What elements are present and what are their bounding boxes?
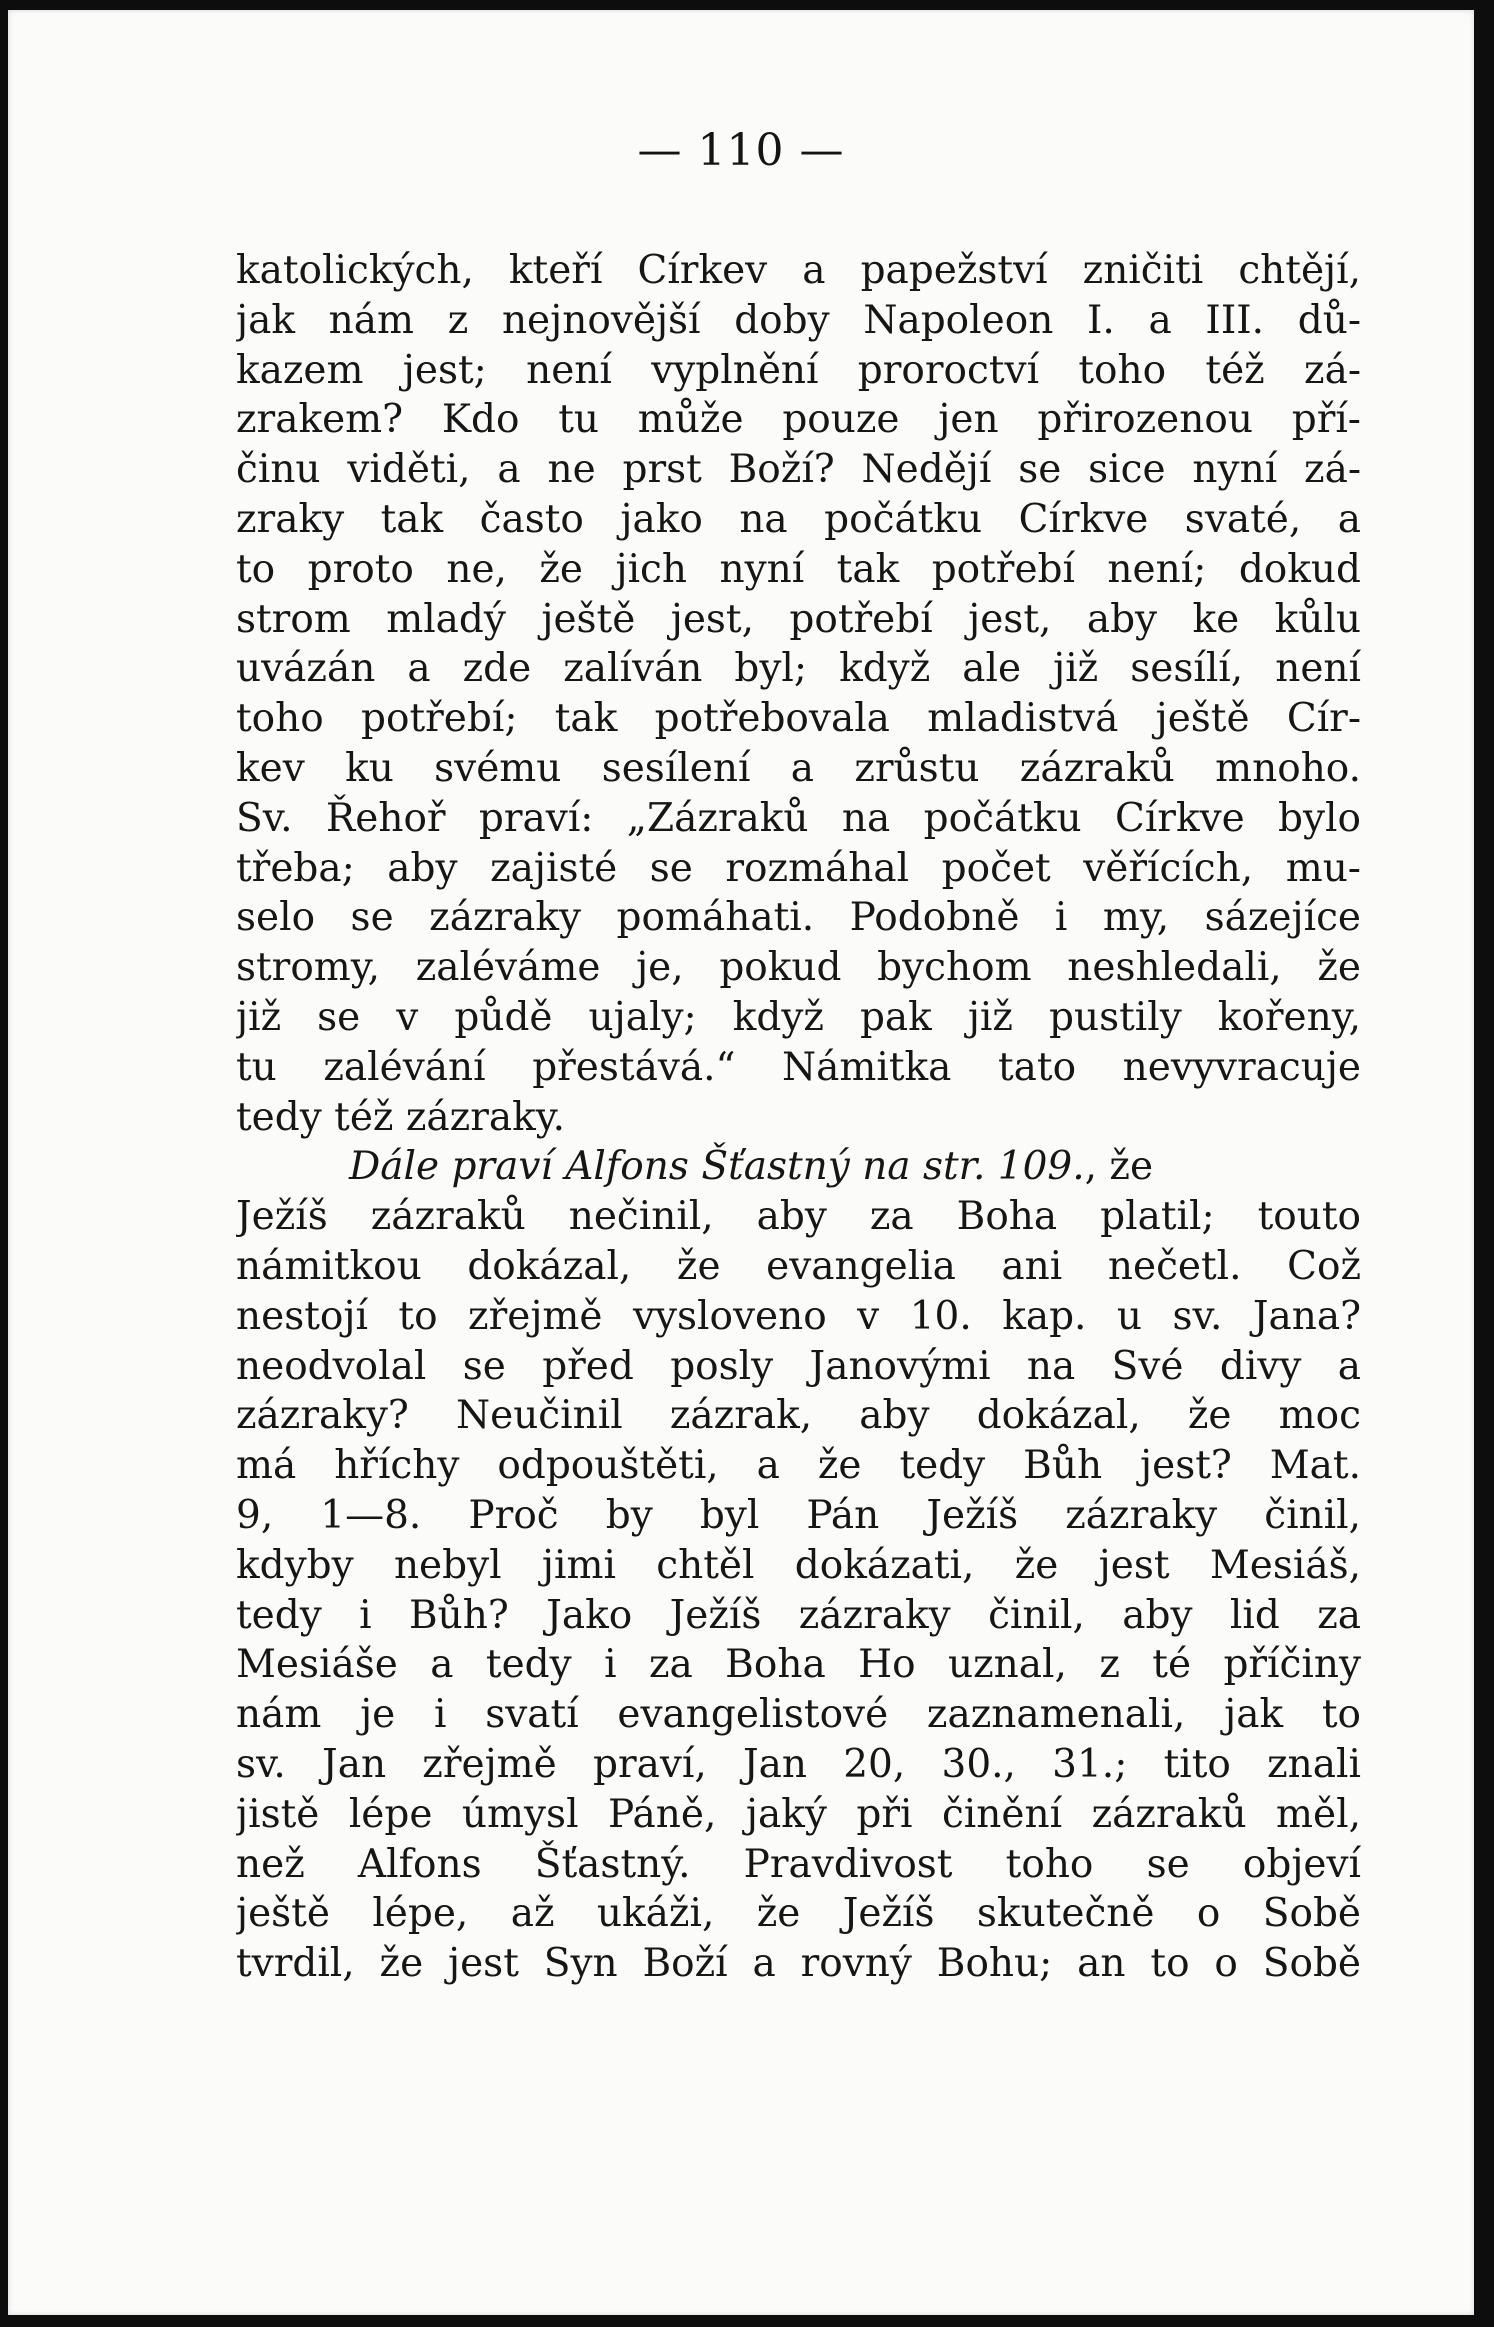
text-line	[236, 1889, 1361, 1939]
text-line	[236, 1591, 1361, 1641]
text-line	[236, 445, 1361, 495]
text-line	[236, 1342, 1361, 1392]
text-line	[236, 395, 1361, 445]
line-text: činu viděti, a ne prst Boží? Nedějí se sice nyní zá-	[236, 447, 1361, 493]
text-line	[236, 1391, 1361, 1441]
line-text: uvázán a zde zalíván byl; když ale již sesílí, není	[236, 646, 1361, 692]
line-text: kdyby nebyl jimi chtěl dokázati, že jest Mesiáš,	[236, 1542, 1361, 1588]
line-text: toho potřebí; tak potřebovala mladistvá ještě Cír-	[236, 696, 1361, 742]
text-line	[236, 1541, 1361, 1591]
line-text: , že	[1084, 1144, 1154, 1190]
line-text: selo se zázraky pomáhati. Podobně i my, sázejíce	[236, 895, 1361, 941]
line-text: jak nám z nejnovější doby Napoleon I. a III. dů-	[236, 297, 1361, 343]
text-line	[236, 993, 1361, 1043]
line-text: tedy též zázraky.	[236, 1094, 565, 1140]
text-line	[236, 1790, 1361, 1840]
text-line	[236, 694, 1361, 744]
line-text: strom mladý ještě jest, potřebí jest, aby ke kůlu	[236, 596, 1361, 642]
page-number: — 110 —	[637, 125, 845, 176]
line-text: Mesiáše a tedy i za Boha Ho uznal, z té příčiny	[236, 1642, 1361, 1688]
text-line	[236, 644, 1361, 694]
text-line	[236, 246, 1361, 296]
line-text: kev ku svému sesílení a zrůstu zázraků mnoho.	[236, 745, 1361, 791]
text-line	[236, 1043, 1361, 1093]
text-line	[236, 1491, 1361, 1541]
text-line	[236, 943, 1361, 993]
text-line	[236, 1640, 1361, 1690]
text-line	[236, 595, 1361, 645]
line-text: tu zalévání přestává.“ Námitka tato nevyvracuje	[236, 1044, 1361, 1090]
text-line	[236, 744, 1361, 794]
line-text: katolických, kteří Církev a papežství zničiti chtějí,	[236, 248, 1361, 293]
line-text: 9, 1—8. Proč by byl Pán Ježíš zázraky činil,	[236, 1492, 1361, 1538]
line-text: námitkou dokázal, že evangelia ani nečetl. Což	[236, 1243, 1361, 1289]
line-text: jistě lépe úmysl Páně, jaký při činění zázraků měl,	[236, 1791, 1361, 1837]
line-text: sv. Jan zřejmě praví, Jan 20, 30., 31.; tito znali	[236, 1741, 1361, 1787]
line-text: zrakem? Kdo tu může pouze jen přirozenou pří-	[236, 397, 1361, 443]
line-text: kazem jest; není vyplnění proroctví toho též zá-	[236, 347, 1361, 393]
text-line	[236, 1142, 1361, 1192]
line-text: stromy, zaléváme je, pokud bychom neshledali, že	[236, 945, 1361, 991]
italic-reference: Dále praví Alfons Šťastný na str. 109.	[349, 1144, 1085, 1190]
book-page	[8, 10, 1474, 2315]
line-text: neodvolal se před posly Janovými na Své divy a	[236, 1343, 1361, 1389]
line-text: ještě lépe, až ukáži, že Ježíš skutečně o Sobě	[236, 1891, 1361, 1937]
text-line	[236, 1441, 1361, 1491]
body-text	[236, 246, 1361, 1989]
line-text: nám je i svatí evangelistové zaznamenali, jak to	[236, 1692, 1361, 1738]
text-line	[236, 1840, 1361, 1890]
text-line	[236, 794, 1361, 844]
line-text: má hříchy odpouštěti, a že tedy Bůh jest? Mat.	[236, 1443, 1361, 1489]
text-line	[236, 1939, 1361, 1989]
line-text: třeba; aby zajisté se rozmáhal počet věřících, mu-	[236, 845, 1361, 891]
line-text: než Alfons Šťastný. Pravdivost toho se objeví	[236, 1841, 1361, 1887]
line-text: nestojí to zřejmě vysloveno v 10. kap. u sv. Jana?	[236, 1293, 1361, 1339]
line-text: tvrdil, že jest Syn Boží a rovný Bohu; an to o Sobě	[236, 1941, 1361, 1987]
line-text: zraky tak často jako na počátku Církve svaté, a	[236, 496, 1361, 542]
line-text: to proto ne, že jich nyní tak potřebí není; dokud	[236, 546, 1361, 592]
line-text: již se v půdě ujaly; když pak již pustily kořeny,	[236, 994, 1361, 1040]
line-text: Sv. Řehoř praví: „Zázraků na počátku Církve bylo	[236, 795, 1361, 841]
text-line	[236, 1292, 1361, 1342]
text-line	[236, 346, 1361, 396]
line-text: tedy i Bůh? Jako Ježíš zázraky činil, aby lid za	[236, 1592, 1361, 1638]
text-line	[236, 495, 1361, 545]
text-line	[236, 1690, 1361, 1740]
text-line	[236, 1242, 1361, 1292]
line-text: zázraky? Neučinil zázrak, aby dokázal, že moc	[236, 1393, 1361, 1439]
text-line	[236, 545, 1361, 595]
line-text: Ježíš zázraků nečinil, aby za Boha platil; touto	[236, 1194, 1361, 1240]
text-line	[236, 893, 1361, 943]
text-line	[236, 1093, 1361, 1143]
text-line	[236, 1740, 1361, 1790]
text-line	[236, 1192, 1361, 1242]
text-line	[236, 844, 1361, 894]
text-line	[236, 296, 1361, 346]
